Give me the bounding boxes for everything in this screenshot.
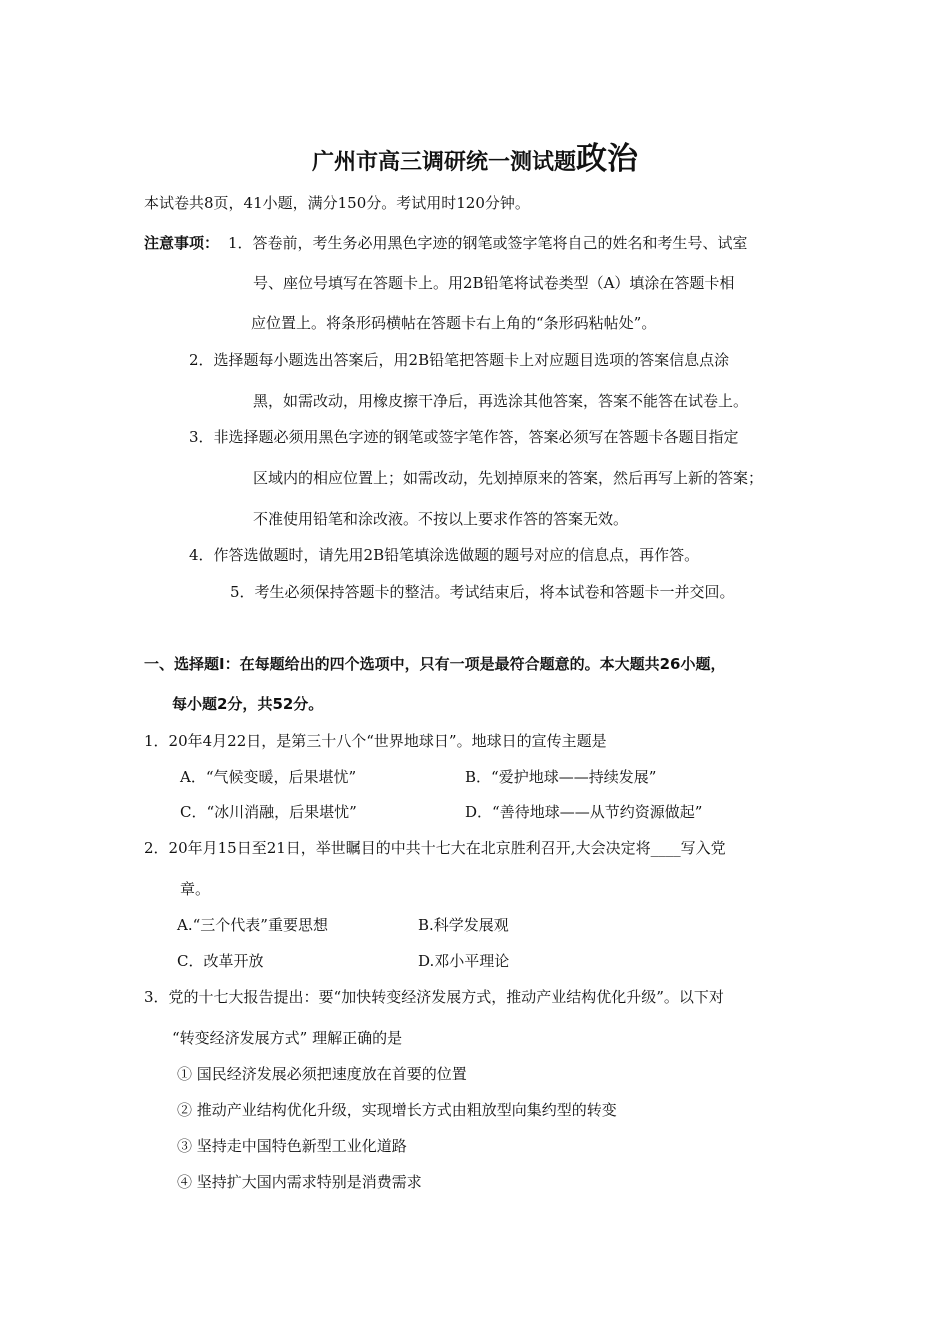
notice-line: 1．答卷前，考生务必用黑色字迹的钢笔或签字笔将自己的姓名和考生号、试室 bbox=[228, 234, 748, 252]
notice-line: 区域内的相应位置上；如需改动，先划掉原来的答案，然后再写上新的答案； bbox=[253, 469, 764, 487]
statement-1: ① 国民经济发展必须把速度放在首要的位置 bbox=[177, 1065, 467, 1083]
option-b: B．“爱护地球——持续发展” bbox=[465, 768, 657, 786]
notice-line: 4．作答选做题时，请先用2B铅笔填涂选做题的题号对应的信息点，再作答。 bbox=[189, 546, 700, 564]
notice-line: 3．非选择题必须用黑色字迹的钢笔或签字笔作答，答案必须写在答题卡各题目指定 bbox=[189, 428, 739, 446]
statement-3: ③ 坚持走中国特色新型工业化道路 bbox=[177, 1137, 407, 1155]
question-stem: 3．党的十七大报告提出：要“加快转变经济发展方式，推动产业结构优化升级”。以下对 bbox=[144, 988, 724, 1006]
option-d: D.邓小平理论 bbox=[418, 952, 510, 970]
section-heading: 一、选择题Ⅰ：在每题给出的四个选项中，只有一项是最符合题意的。本大题共26小题， bbox=[144, 655, 726, 673]
notice-line: 5．考生必须保持答题卡的整洁。考试结束后，将本试卷和答题卡一并交回。 bbox=[230, 583, 735, 601]
option-c: C．“冰川消融，后果堪忧” bbox=[180, 803, 357, 821]
title-main: 广州市高三调研统一测试题 bbox=[311, 149, 576, 175]
section-heading-cont: 每小题2分，共52分。 bbox=[172, 695, 324, 713]
option-a: A.“三个代表”重要思想 bbox=[177, 916, 328, 934]
question-stem-cont: 章。 bbox=[180, 880, 211, 898]
notice-line: 2．选择题每小题选出答案后，用2B铅笔把答题卡上对应题目选项的答案信息点涂 bbox=[189, 351, 730, 369]
question-stem-cont: “转变经济发展方式” 理解正确的是 bbox=[172, 1029, 403, 1047]
statement-2: ② 推动产业结构优化升级，实现增长方式由粗放型向集约型的转变 bbox=[177, 1101, 617, 1119]
question-stem: 1．20年4月22日，是第三十八个“世界地球日”。地球日的宣传主题是 bbox=[144, 732, 607, 750]
option-a: A．“气候变暖，后果堪忧” bbox=[180, 768, 357, 786]
notice-line: 号、座位号填写在答题卡上。用2B铅笔将试卷类型（A）填涂在答题卡相 bbox=[253, 274, 735, 292]
option-c: C．改革开放 bbox=[177, 952, 264, 970]
statement-4: ④ 坚持扩大国内需求特别是消费需求 bbox=[177, 1173, 422, 1191]
page-title bbox=[0, 133, 950, 178]
notice-line: 应位置上。将条形码横帖在答题卡右上角的“条形码粘帖处”。 bbox=[251, 314, 657, 332]
notice-line: 不准使用铅笔和涂改液。不按以上要求作答的答案无效。 bbox=[253, 510, 629, 528]
option-d: D．“善待地球——从节约资源做起” bbox=[465, 803, 703, 821]
notice-line: 黑，如需改动，用橡皮擦干净后，再选涂其他答案，答案不能答在试卷上。 bbox=[253, 392, 749, 410]
notice-label: 注意事项： bbox=[144, 234, 220, 252]
option-b: B.科学发展观 bbox=[418, 916, 509, 934]
title-subject: 政治 bbox=[576, 141, 638, 177]
question-stem: 2．20年月15日至21日，举世瞩目的中共十七大在北京胜利召开,大会决定将____写入党 bbox=[144, 839, 726, 857]
exam-intro: 本试卷共8页，41小题，满分150分。考试用时120分钟。 bbox=[144, 194, 530, 212]
